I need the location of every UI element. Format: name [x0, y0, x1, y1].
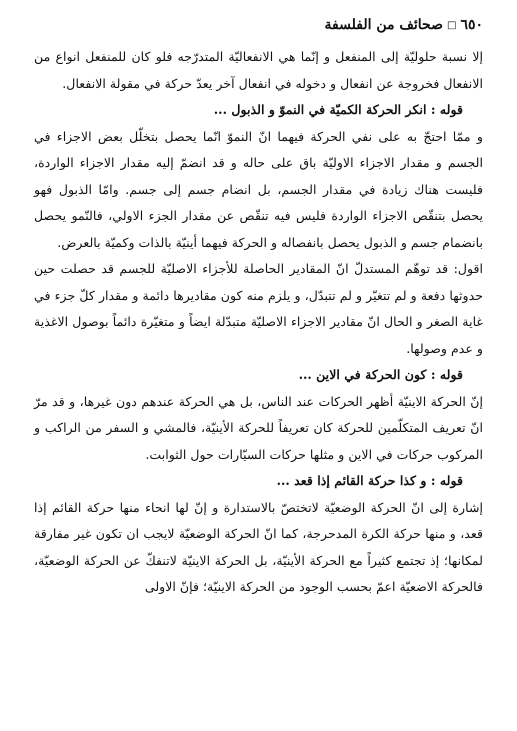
page-number: ٦٥٠: [460, 17, 483, 33]
running-title: صحائف من الفلسفة: [324, 17, 443, 33]
running-header: [34, 12, 483, 38]
body-paragraph: و ممّا احتجّ به على نفي الحركة فيهما انّ النموّ انّما يحصل بتخلّل بعض الاجزاء في الجسم و مقدار الاجزاء الاوليّة باق على حاله و قد انضمّ إليه مقدار الاجزاء الواردة، فليست هناك زيادة في مقدار الجسم، بل انضام جسم إلى جسم. وامّا الذبول فهو يحصل بتنقّص الاجزاء الواردة فليس فيه تنقّص عن مقدار الجزء الاولي، فالنّمو يحصل بانضمام جسم و الذبول يحصل بانفصاله و الحركة فيهما أينيّة بالذات وكميّة بالعرض.: [34, 128, 483, 250]
body-paragraph: إلا نسبة حلوليّة إلى المنفعل و إنّما هي الانفعاليّة المتدرّجه فلو كان للمنفعل انواع من الانفعال فخروجة عن انفعال و دخوله في انفعال آخر يعدّ حركة في مقولة الانفعال.: [34, 49, 483, 91]
page-body: [34, 44, 483, 601]
square-marker-icon: □: [446, 19, 457, 31]
body-paragraph: اقول: قد توهّم المستدلّ انّ المقادير الحاصلة للأجزاء الاصليّة للجسم قد حصلت حين حدوثها دفعة و لم تتغيّر و لم تتبدّل، و يلزم منه كون مقاديرها دائمة و مقدار كلّ جزء في غاية الصغر و الحال انّ مقادير الاجزاء الاصليّة متبدّلة ايضاً و متغيّرة دائماً بوصول الاغذية و عدم وصولها.: [34, 261, 483, 356]
body-paragraph: إشارة إلى انّ الحركة الوضعيّة لاتختصّ بالاستدارة و إنّ لها انحاء منها حركة القائم إذا قعد، و منها حركة الكرة المدحرجة، كما انّ الحركة الوضعيّة لايجب ان تكون غير مفارقة لمكانها؛ إذ تجتمع كثيراً مع الحركة الأينيّة، بل الحركة الاينيّة لاتنفكّ عن الحركة الوضعيّة، فالحركة الاضعيّة اعمّ بحسب الوجود من الحركة الاينيّة؛ فإنّ الاولى: [34, 499, 483, 594]
quoted-heading: قوله : انكر الحركة الكميّة في النموّ و الذبول ...: [213, 102, 463, 117]
quoted-heading: قوله : و كذا حركة القائم إذا قعد ...: [276, 473, 463, 488]
quoted-heading: قوله : كون الحركة في الاين ...: [298, 367, 463, 382]
page: [34, 12, 483, 724]
body-paragraph: إنّ الحركة الاينيّة أظهر الحركات عند الناس، بل هي الحركة عندهم دون غيرها، و قد مرّ انّ تعريف المتكلّمين للحركة كان تعريفاً للحركة الأينيّة، فالمشي و السفر من الراكب و المركوب حركات في الاين و مثلها حركات السيّارات حول الثوابت.: [34, 393, 483, 462]
